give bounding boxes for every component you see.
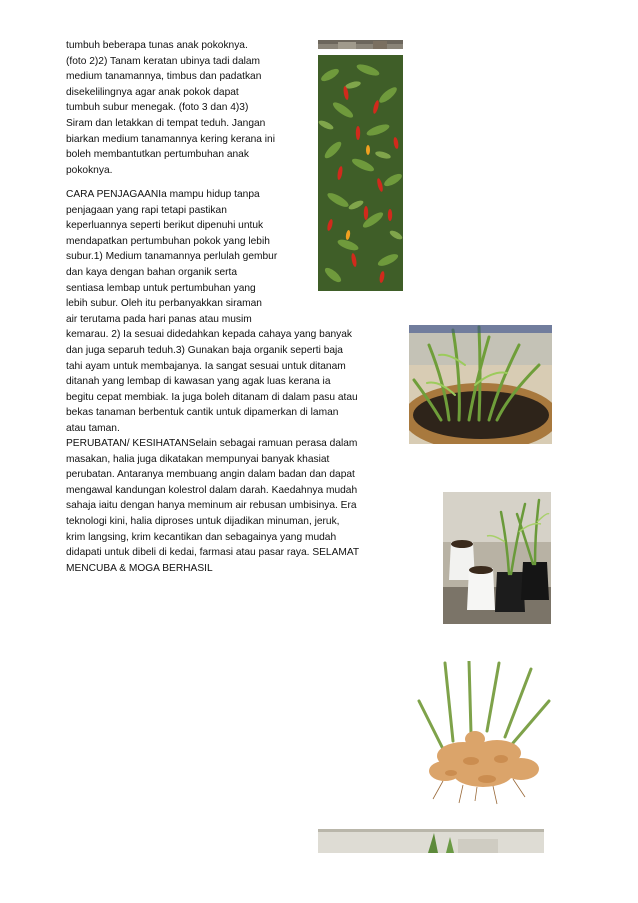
text-line: biarkan medium tanamannya kering kerana ini bbox=[66, 133, 275, 145]
text-line: krim langsing, krim kecantikan dan sebagainya yang mudah bbox=[66, 531, 337, 543]
text-line: dan kaya dengan bahan organik serta bbox=[66, 266, 238, 278]
text-line: lebih subur. Oleh itu perbanyakkan siraman bbox=[66, 298, 262, 310]
chili-plant-photo bbox=[318, 55, 403, 291]
text-line: PERUBATAN/ KESIHATANSelain sebagai ramuan perasa dalam bbox=[66, 438, 358, 449]
text-line: air terutama pada hari panas atau musim bbox=[66, 313, 252, 325]
ginger-pot-photo bbox=[409, 325, 552, 444]
text-line: tumbuh subur menegak. (foto 3 dan 4)3) bbox=[66, 102, 249, 114]
text-line: kemarau. 2) Ia sesuai didedahkan kepada cahaya yang banyak bbox=[66, 329, 353, 341]
text-line: (foto 2)2) Tanam keratan ubinya tadi dalam bbox=[66, 55, 261, 67]
text-line: sentiasa lembap untuk pertumbuhan yang bbox=[66, 282, 256, 294]
text-line: bekas tanaman berbentuk cantik untuk dipamerkan di laman bbox=[66, 407, 339, 419]
text-line: boleh membantutkan pertumbuhan anak bbox=[66, 149, 249, 161]
text-line: pokoknya. bbox=[66, 164, 113, 176]
text-line: penjagaan yang rapi tetapi pastikan bbox=[66, 204, 227, 216]
text-line: keperluannya seperti berikut dipenuhi untuk bbox=[66, 220, 264, 232]
paragraph-health bbox=[66, 436, 359, 576]
text-line: atau taman. bbox=[66, 422, 120, 434]
text-line: tumbuh beberapa tunas anak pokoknya. bbox=[66, 40, 248, 51]
text-line: dan juga separuh teduh.3) Gunakan baja organik seperti baja bbox=[66, 344, 343, 356]
ginger-rhizome-photo bbox=[413, 661, 553, 806]
text-line: subur.1) Medium tanamannya perlulah gembur bbox=[66, 251, 278, 263]
text-line: Siram dan letakkan di tempat teduh. Jangan bbox=[66, 117, 266, 129]
text-line: mengawal kandungan kolestrol dalam darah. Kaedahnya mudah bbox=[66, 484, 358, 496]
text-line: perubatan. Antaranya membuang angin dalam badan dan dapat bbox=[66, 469, 355, 481]
text-line: CARA PENJAGAANIa mampu hidup tanpa bbox=[66, 189, 260, 200]
photo-strip-top bbox=[318, 40, 403, 49]
photo-strip-bottom bbox=[318, 829, 544, 853]
text-line: masakan, halia juga dikatakan mempunyai banyak khasiat bbox=[66, 453, 330, 465]
text-line: MENCUBA & MOGA BERHASIL bbox=[66, 562, 213, 574]
text-line: medium tanamannya, timbus dan padatkan bbox=[66, 71, 262, 83]
text-line: mendapatkan pertumbuhan pokok yang lebih bbox=[66, 235, 270, 247]
paragraph-propagation bbox=[66, 38, 275, 178]
text-line: ditanah yang lembap di kawasan yang agak luas kerana ia bbox=[66, 376, 331, 388]
text-line: sahaja iaitu dengan hanya meminum air rebusan umbisinya. Era bbox=[66, 500, 357, 512]
text-line: didapati untuk dibeli di kedai, farmasi atau pasar raya. SELAMAT bbox=[66, 547, 360, 559]
text-line: tahi ayam untuk membajanya. Ia sangat sesuai untuk ditanam bbox=[66, 360, 346, 372]
paragraph-care bbox=[66, 187, 358, 437]
text-line: teknologi kini, halia diproses untuk dijadikan minuman, jeruk, bbox=[66, 515, 340, 527]
text-line: begitu cepat membiak. Ia juga boleh ditanam di dalam pasu atau bbox=[66, 391, 358, 403]
ginger-polybag-photo bbox=[443, 492, 551, 624]
text-line: disekelilingnya agar anak pokok dapat bbox=[66, 86, 239, 98]
